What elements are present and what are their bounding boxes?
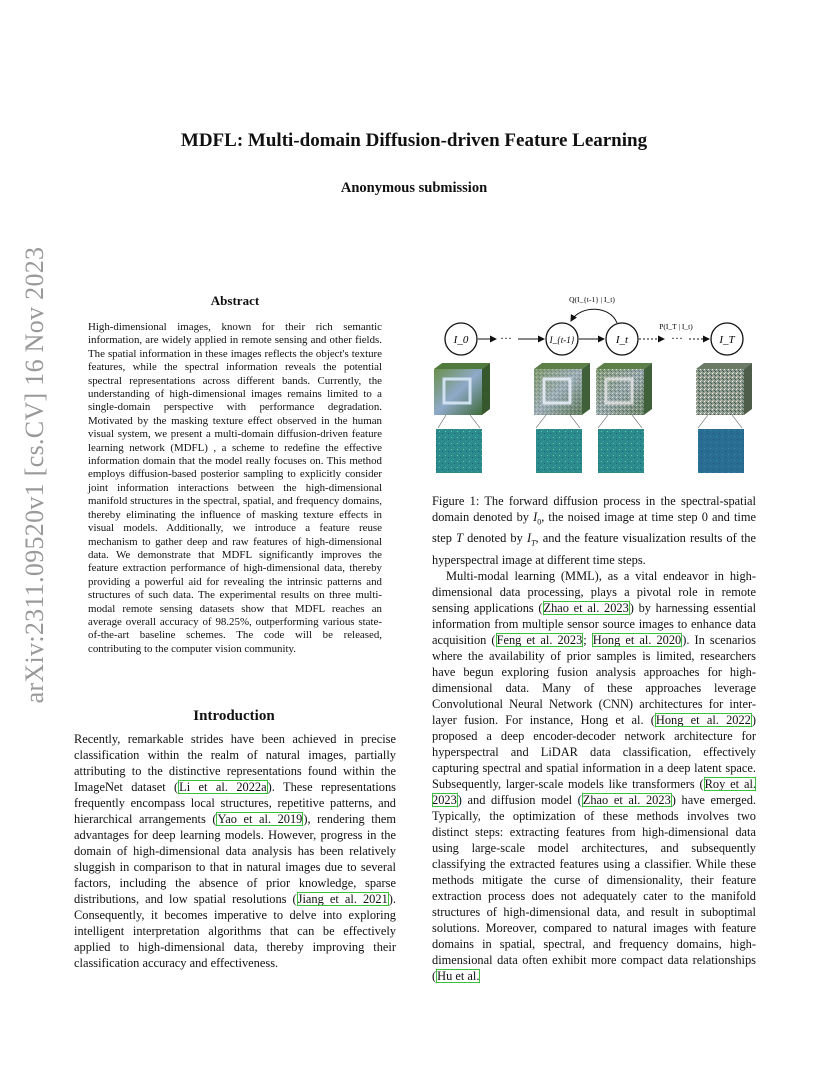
citation-link[interactable]: Zhao et al. 2023 bbox=[543, 601, 629, 615]
citation-link[interactable]: Hu et al. bbox=[437, 969, 480, 983]
citation-link[interactable]: Feng et al. 2023 bbox=[496, 633, 583, 647]
feature-map-T bbox=[698, 429, 744, 473]
citation-link[interactable]: Jiang et al. 2021 bbox=[297, 892, 388, 906]
citation-link[interactable]: Li et al. 2022a bbox=[179, 780, 267, 794]
ellipsis: ··· bbox=[500, 331, 512, 345]
feature-map-t0 bbox=[436, 429, 482, 473]
citation-link[interactable]: Roy et al. 2023 bbox=[432, 777, 756, 807]
paper-authors: Anonymous submission bbox=[340, 180, 488, 196]
citation-link[interactable]: Hong et al. 2022 bbox=[655, 713, 751, 727]
introduction-paragraph: Recently, remarkable strides have been achieved in precise classification within the realm of natural images, partially attributing to the distinctive representations found within the ImageNet dataset (Li et al. 2022a). These representations frequently encompass local structures, repetitive patterns, and hierarchical arrangements (Yao et al. 2019), rendering them advantages for deep learning models. However, progress in the domain of high-dimensional data analysis has been relatively sluggish in comparison to that in natural images due to several factors, including the absence of prior knowledge, sparse distributions, and low spatial resolutions (Jiang et al. 2021). Consequently, it becomes imperative to delve into exploring intelligent interpretation algorithms that can be effectively applied to high-dimensional data, thereby improving their classification accuracy and effectiveness. bbox=[74, 732, 396, 970]
hsi-cube-t-1 bbox=[534, 363, 590, 415]
citation-link[interactable]: Zhao et al. 2023 bbox=[582, 793, 671, 807]
abstract-heading: Abstract bbox=[210, 293, 260, 308]
node-it-label: I_t bbox=[615, 334, 629, 346]
feature-map-t bbox=[598, 429, 644, 473]
hsi-cube-t0 bbox=[434, 363, 490, 415]
feature-map-t-1 bbox=[536, 429, 582, 473]
node-iT-label: I_T bbox=[719, 334, 735, 346]
abstract-text: High-dimensional images, known for their rich semantic information, are widely applied in remote sensing and other fields. The spatial information in these images reflects the object's texture features, while the spectral information reveals the potential spectral representations across different bands. Currently, the understanding of high-dimensional images remains limited to a single-domain perspective with performance degradation. Motivated by the masking texture effect observed in the human visual system, we present a multi-domain diffusion-driven feature learning network (MDFL) , a scheme to redefine the effective information domain that the model really focuses on. This method employs diffusion-based posterior sampling to explicitly consider joint information interactions between the high-dimensional manifold structures in the spectral, spatial, and frequency domains, thereby eliminating the influence of masking texture effects in visual models. Additionally, we introduce a feature reuse mechanism to gather deep and raw features of high-dimensional data. We demonstrate that MDFL significantly improves the feature extraction performance of high-dimensional data, thereby providing a powerful aid for revealing the intrinsic patterns and structures of such data. The experimental results on three multi-modal remote sensing datasets show that MDFL reaches an average overall accuracy of 98.25%, outperforming various state-of-the-art baseline schemes. The code will be released, contributing to the computer vision community. bbox=[88, 321, 382, 655]
arxiv-stamp: arXiv:2311.09520v1 [cs.CV] 16 Nov 2023 bbox=[20, 246, 49, 704]
citation-link[interactable]: Hong et al. 2020 bbox=[592, 633, 682, 647]
svg-text:···: ··· bbox=[671, 331, 683, 345]
node-i0-label: I_0 bbox=[453, 334, 469, 346]
citation-link[interactable]: Yao et al. 2019 bbox=[217, 812, 303, 826]
reverse-arrow bbox=[571, 309, 617, 323]
introduction-heading: Introduction bbox=[193, 708, 275, 724]
diffusion-diagram bbox=[432, 285, 754, 480]
hsi-cube-t bbox=[596, 363, 652, 415]
paper-title: MDFL: Multi-domain Diffusion-driven Feature Learning bbox=[180, 130, 648, 151]
figure-caption: Figure 1: The forward diffusion process in the spectral-spatial domain denoted by $I_0$, the noised image at time step 0 and time step T denoted by $I_T$, and the feature visualization results of the hyperspectral image at different time steps. bbox=[432, 494, 756, 567]
hsi-cube-T bbox=[696, 363, 752, 415]
mml-paragraph: Multi-modal learning (MML), as a vital endeavor in high-dimensional data processing, plays a pivotal role in remote sensing applications (Zhao et al. 2023) by harnessing essential information from multiple sensor source images to enhance data acquisition (Feng et al. 2023; Hong et al. 2020). In scenarios where the availability of prior samples is limited, researchers have begun exploring fusion analysis approaches for high-dimensional data. Many of these approaches leverage Convolutional Neural Network (CNN) architectures for inter-layer fusion. For instance, Hong et al. (Hong et al. 2022) proposed a deep encoder-decoder network architecture for hyperspectral and LiDAR data classification, effectively capturing spectral and spatial information in a deep latent space. Subsequently, larger-scale models like transformers (Roy et al. 2023) and diffusion model (Zhao et al. 2023) have emerged. Typically, the optimization of these methods involves two distinct steps: extracting features from high-dimensional data using large-scale model architectures, and subsequently classifying the extracted features using a classifier. While these methods mitigate the curse of dimensionality, their feature extraction process does not adequately cater to the manifold structures of high-dimensional data, and result in suboptimal solutions. Moreover, compared to natural images with feature domains in spatial, spectral, and frequency domains, high-dimensional data often exhibit more compact data relationships (Hu et al. bbox=[432, 569, 757, 983]
figure-diffusion bbox=[432, 285, 754, 480]
node-it-1-label: I_{t-1} bbox=[549, 335, 575, 345]
p-transition-label: P(I_T | I_t) bbox=[659, 322, 693, 331]
q-transition-label: Q(I_{t-1} | I_t) bbox=[569, 295, 615, 304]
